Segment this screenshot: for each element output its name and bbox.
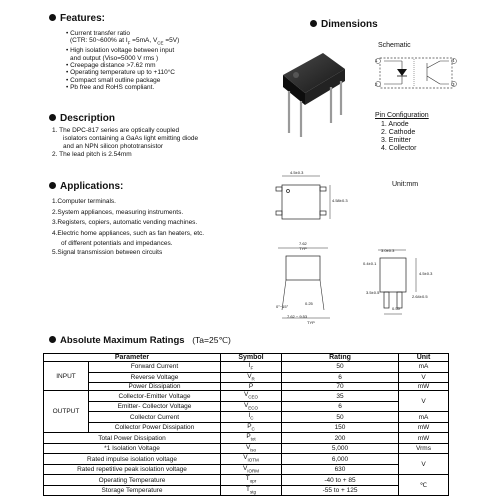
symbol-cell: $P_{tot}$ [221,433,282,444]
rating-cell: 50 [282,412,399,423]
dim-label: 0.4±0.1 [363,261,377,266]
application-item: 3.Registers, copiers, automatic vending machines. [52,219,198,226]
symbol-cell: $V_{ECO}$ [221,401,282,412]
pin-number: 2 [375,82,378,87]
table-row [44,464,449,475]
param-cell: Emitter- Collector Voltage [89,401,221,412]
chip-photo [265,35,360,140]
symbol-cell: $V_R$ [221,372,282,383]
dim-label: 3.0±0.3 [381,248,395,253]
rating-cell: -55 to + 125 [282,485,399,496]
dim-label: 2.64±0.5 [412,294,428,299]
pin-number: 3 [452,82,455,87]
table-row [44,372,449,383]
param-cell: Collector-Emitter Voltage [89,391,221,402]
param-cell: Collector Current [89,412,221,423]
unit-label: Unit:mm [392,181,419,188]
symbol-cell: P [221,383,282,391]
dim-label: 3.5±0.5 [366,290,380,295]
phototransistor-icon [427,61,449,84]
bullet-icon [49,14,56,21]
table-row [44,362,449,373]
bullet-icon [49,336,56,343]
col-header-rating: Rating [282,354,399,362]
pin-number: 1 [375,58,378,63]
param-cell: Rated impulse isolation voltage [44,454,221,465]
rating-cell: -40 to + 85 [282,475,399,486]
feature-item: • High isolation voltage between input [66,47,175,55]
rating-cell: 6 [282,401,399,412]
table-row [44,412,449,423]
schematic-label: Schematic [378,42,411,49]
param-cell: Collector Power Dissipation [89,422,221,433]
feature-item: and output (Viso=5000 V rms ) [70,54,159,62]
unit-cell: Vrms [399,443,449,454]
bullet-icon [49,182,56,189]
pin-number: 4 [452,58,455,63]
group-label: OUTPUT [44,391,89,433]
dimensions-heading: Dimensions [310,19,378,30]
table-header-row [44,354,449,362]
table-row [44,443,449,454]
pin-item: 1. Anode [381,121,409,128]
applications-list [52,197,204,258]
param-cell: Rated repetitive peak isolation voltage [44,464,221,475]
description-item: isolators containing a GaAs light emitting diode [63,135,199,142]
param-cell: *1 Isolation Voltage [44,443,221,454]
feature-item: • Compact small outline package [66,76,161,84]
bullet-icon [310,20,317,27]
unit-cell: V [399,454,449,475]
description-item: 2. The lead pitch is 2.54mm [52,151,132,158]
param-cell: Forward Current [89,362,221,373]
symbol-cell: $V_{IORM}$ [221,464,282,475]
dim-label: 4.5±0.3 [419,271,433,276]
feature-item: • Operating temperature up to +110°C [66,69,175,77]
param-cell: Storage Temperature [44,485,221,496]
unit-cell: mA [399,412,449,423]
dim-label: TYP [307,320,315,325]
param-cell: Operating Temperature [44,475,221,486]
group-label: INPUT [44,362,89,391]
dim-label: 0.25 [305,301,313,306]
unit-cell: mW [399,383,449,391]
table-row [44,433,449,444]
ratings-heading: Absolute Maximum Ratings (Ta=25℃) [49,335,231,346]
description-item: 1. The DPC-817 series are optically coupled [52,127,180,134]
pin-item: 4. Collector [381,145,417,152]
pin-config-list [381,121,416,153]
dim-label: 4.58±0.3 [332,198,348,203]
table-row [44,391,449,402]
rating-cell: 5,000 [282,443,399,454]
dim-label: 7.62 ~ 9.53 [287,314,308,319]
unit-cell: ℃ [399,475,449,496]
feature-item: • Pb free and RoHS compliant. [66,84,155,92]
features-heading: Features: [49,13,105,24]
pin-config-title: Pin Configuration [375,112,429,119]
dim-label: 7.62 TYP [299,241,307,251]
unit-cell: V [399,372,449,383]
col-header-unit: Unit [399,354,449,362]
rating-cell: 6 [282,372,399,383]
table-row [44,454,449,465]
application-item: 2.System appliances, measuring instruments. [52,208,184,216]
applications-heading: Applications: [49,181,123,192]
features-list [66,30,179,92]
table-row [44,422,449,433]
col-header-symbol: Symbol [221,354,282,362]
symbol-cell: $T_{stg}$ [221,485,282,496]
table-row [44,383,449,391]
schematic-diagram [372,53,462,93]
dim-label: 4.5±0.3 [290,170,304,175]
rating-cell: 200 [282,433,399,444]
rating-cell: 50 [282,362,399,373]
description-item: and an NPN silicon phototransistor [63,143,164,150]
symbol-cell: $V_{iso}$ [221,443,282,454]
rating-cell: 35 [282,391,399,402]
led-diode-icon [397,69,407,76]
rating-cell: 630 [282,464,399,475]
feature-item: • Creepage distance >7.62 mm [66,61,156,69]
symbol-cell: $I_F$ [221,362,282,373]
rating-cell: 150 [282,422,399,433]
chip-body [283,53,345,105]
unit-cell: mA [399,362,449,373]
feature-item: • Current transfer ratio [66,30,131,37]
dim-label: 0°~15° [276,304,289,309]
symbol-cell: $V_{CEO}$ [221,391,282,402]
symbol-cell: $P_C$ [221,422,282,433]
ratings-table [43,353,449,496]
rating-cell: 6,000 [282,454,399,465]
feature-item: (CTR: 50~600% at $I_F =5mA$, $V_{CE} =5V$) [70,37,180,46]
param-cell: Total Power Dissipation [44,433,221,444]
application-item: 1.Computer terminals. [52,198,116,205]
symbol-cell: $I_C$ [221,412,282,423]
col-header-parameter: Parameter [44,354,221,362]
param-cell: Reverse Voltage [89,372,221,383]
table-row [44,401,449,412]
param-cell: Power Dissipation [89,383,221,391]
table-row [44,475,449,486]
pin-item: 2. Cathode [381,129,416,136]
unit-cell: mW [399,433,449,444]
dim-label: 0.55 [392,306,400,311]
application-item: 5.Signal transmission between circuits [52,248,163,256]
symbol-cell: $V_{IOTM}$ [221,454,282,465]
application-item: of different potentials and impedances. [61,239,173,247]
unit-cell: mW [399,422,449,433]
application-item: 4.Electric home appliances, such as fan heaters, etc. [52,229,205,237]
description-heading: Description [49,113,115,124]
pin-item: 3. Emitter [381,137,411,144]
description-list [52,127,198,159]
bullet-icon [49,114,56,121]
symbol-cell: $T_{opr}$ [221,475,282,486]
rating-cell: 70 [282,383,399,391]
unit-cell: V [399,391,449,412]
table-row [44,485,449,496]
